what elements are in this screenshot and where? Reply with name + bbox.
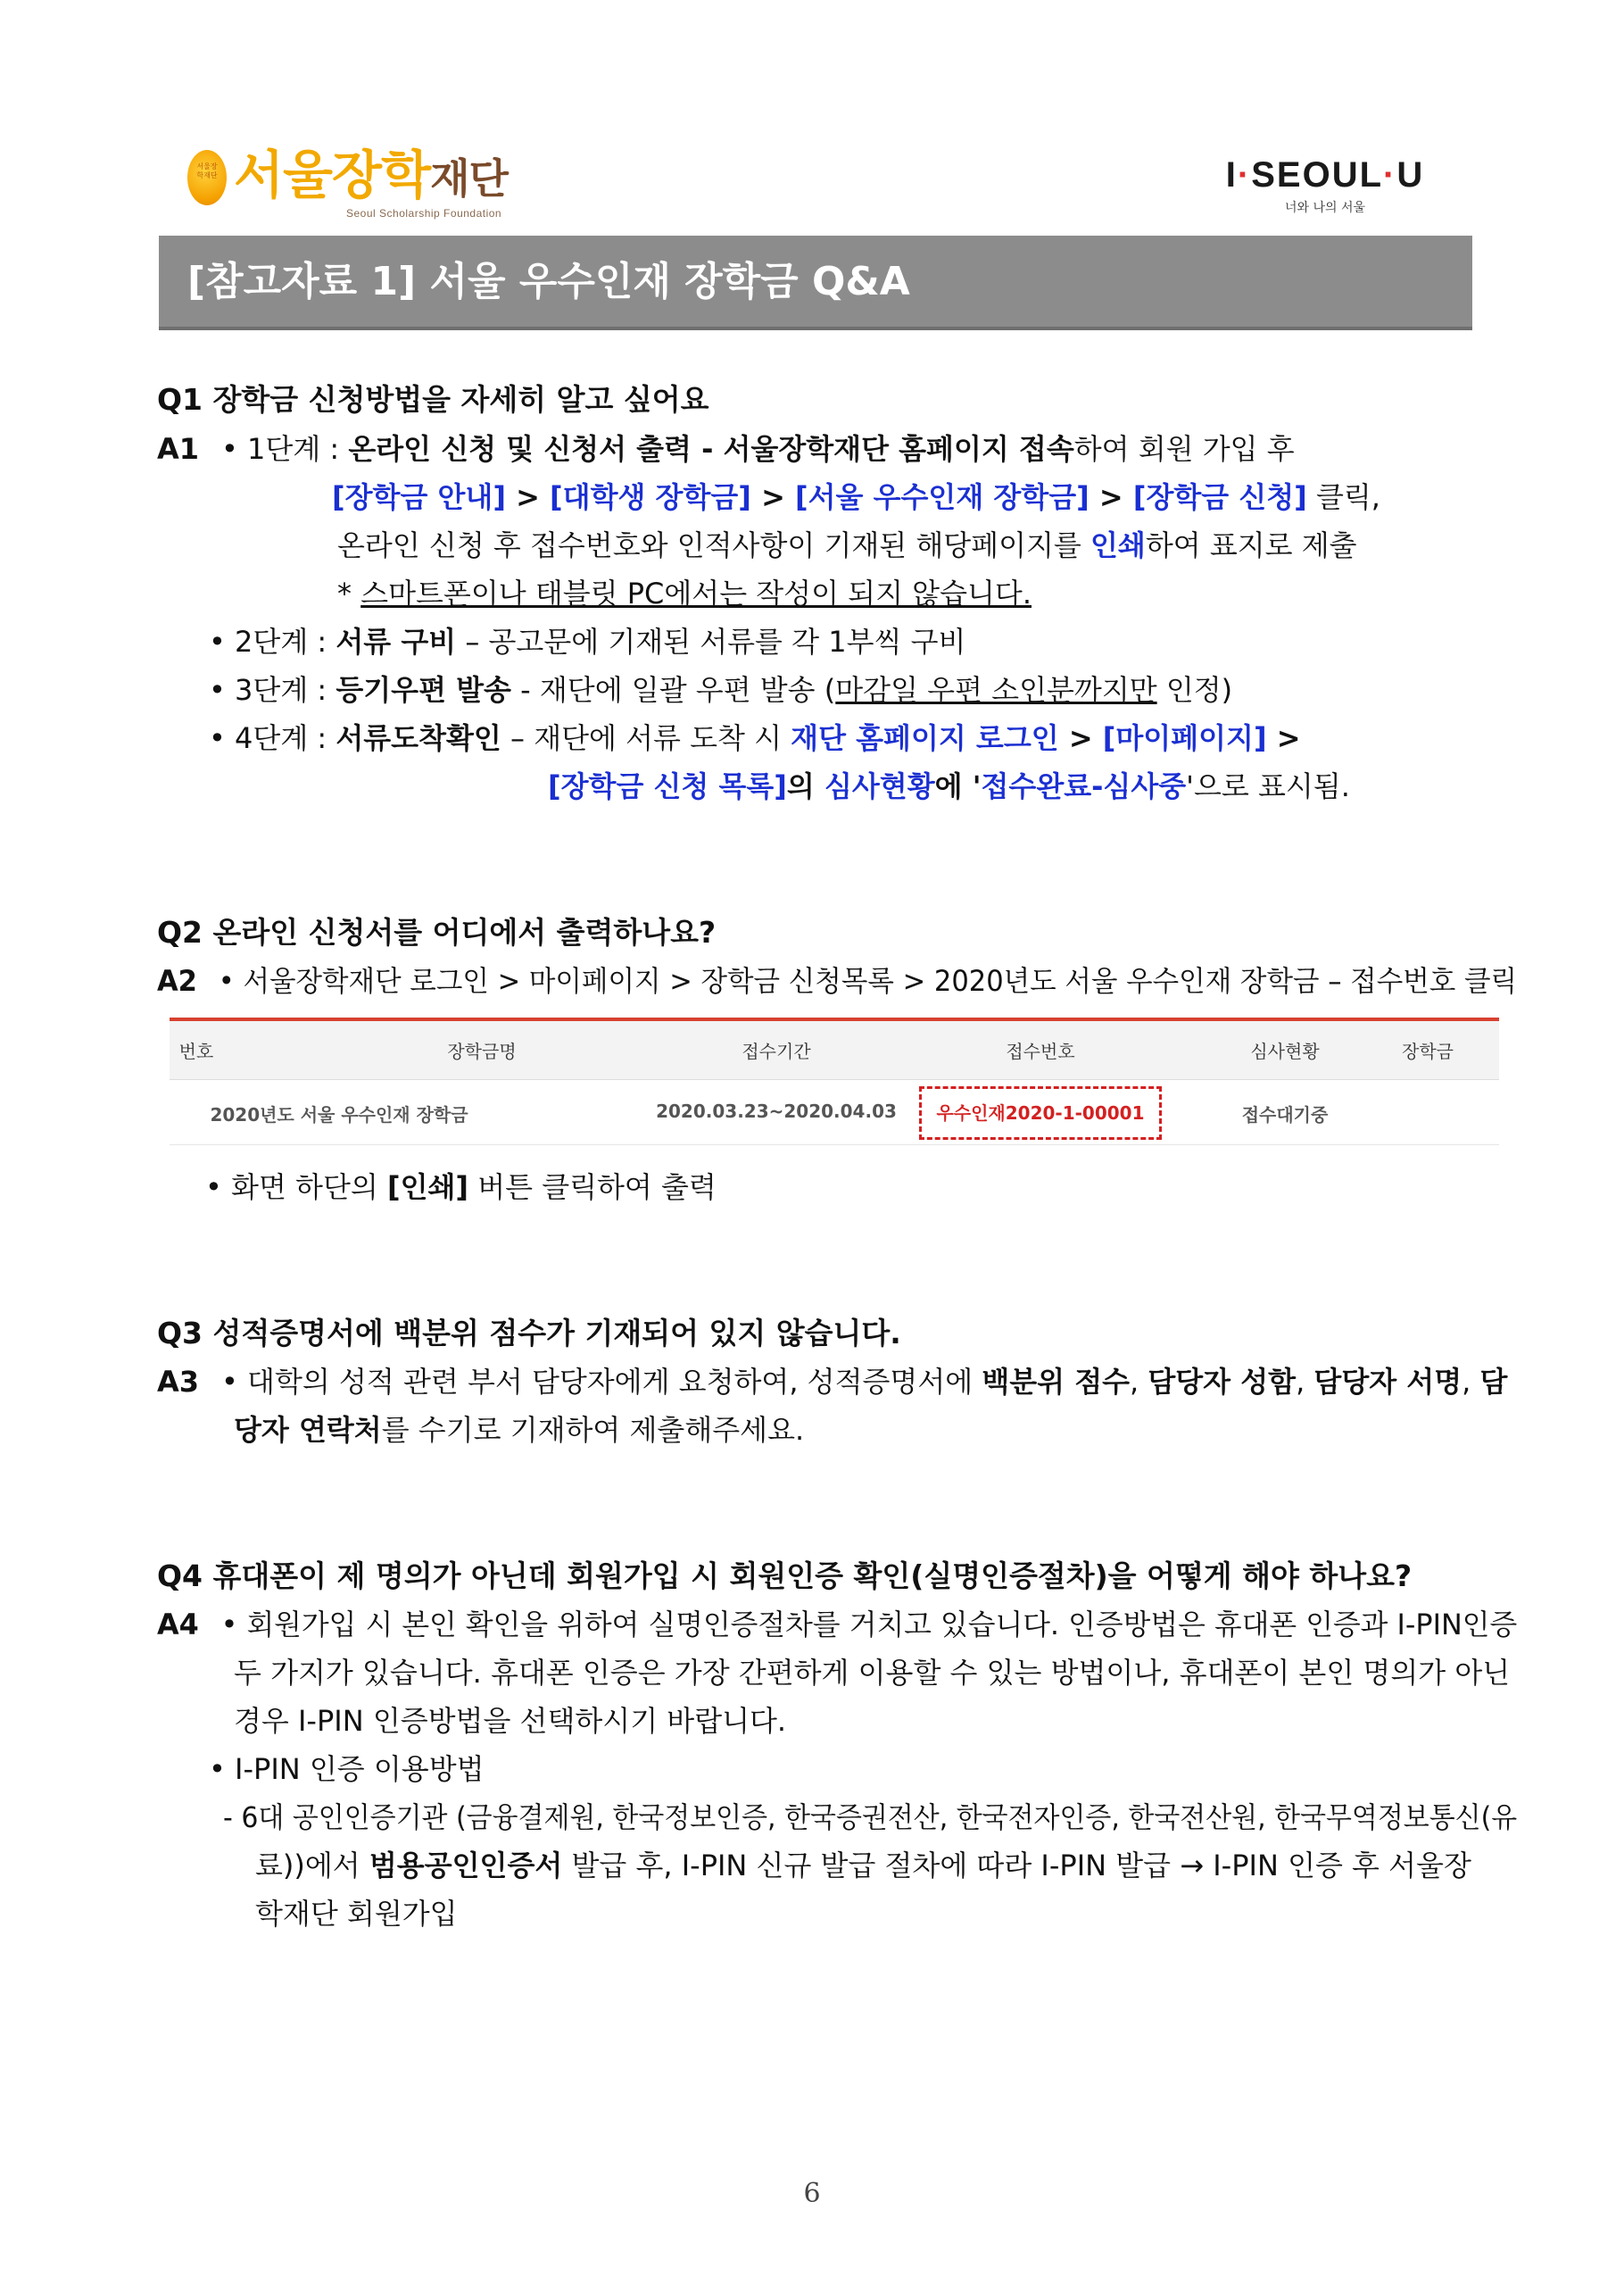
table-header-cell: 장학금명 <box>447 1041 517 1062</box>
a4-paragraph-line2: 두 가지가 있습니다. 휴대폰 인증은 가장 간편하게 이용할 수 있는 방법이나, 휴대폰이 본인 명의가 아닌 <box>234 1656 1511 1690</box>
q1-question: Q1 장학금 신청방법을 자세히 알고 싶어요 <box>157 382 709 417</box>
title-bar <box>159 236 1472 330</box>
a4-paragraph-line1: A4 • 회원가입 시 본인 확인을 위하여 실명인증절차를 거치고 있습니다. 인증방법은 휴대폰 인증과 I-PIN인증 <box>157 1605 1517 1644</box>
table-row <box>170 1081 1499 1145</box>
a1-menu-path: [장학금 안내] > [대학생 장학금] > [서울 우수인재 장학금] > [장학금 신청] 클릭, <box>332 480 1380 514</box>
q4-question: Q4 휴대폰이 제 명의가 아닌데 회원가입 시 회원인증 확인(실명인증절차)을 어떻게 해야 하나요? <box>157 1558 1413 1593</box>
seoul-scholarship-logo <box>187 143 526 232</box>
table-header-cell: 장학금 <box>1402 1041 1454 1062</box>
a4-label: A4 <box>157 1608 199 1641</box>
application-period-cell: 2020.03.23~2020.04.03 <box>656 1101 897 1122</box>
a4-paragraph-line3: 경우 I-PIN 인증방법을 선택하시기 바랍니다. <box>234 1704 787 1738</box>
a1-label: A1 <box>157 432 200 466</box>
receipt-number-link[interactable]: 우수인재2020-1-00001 <box>919 1086 1162 1140</box>
a2-label: A2 <box>157 964 197 998</box>
table-header-cell: 접수기간 <box>742 1041 811 1062</box>
i-seoul-u-wordmark: I·SEOUL·U <box>1225 155 1425 195</box>
review-status-cell: 접수대기중 <box>1241 1104 1329 1126</box>
logo-emblem-icon: 서울장학재단 <box>187 150 227 205</box>
a4-ipin-detail-line2: 료))에서 범용공인인증서 발급 후, I-PIN 신규 발급 절차에 따라 I-PIN 발급 → I-PIN 인증 후 서울장 <box>255 1849 1471 1882</box>
page-number: 6 <box>803 2178 821 2209</box>
table-header-cell: 번호 <box>178 1041 214 1062</box>
q2-question: Q2 온라인 신청서를 어디에서 출력하나요? <box>157 915 717 950</box>
a3-answer-line1: A3 • 대학의 성적 관련 부서 담당자에게 요청하여, 성적증명서에 백분위 점수, 담당자 성함, 담당자 서명, 담 <box>157 1362 1507 1401</box>
a1-step1: A1 • 1단계 : 온라인 신청 및 신청서 출력 - 서울장학재단 홈페이지 접속하여 회원 가입 후 <box>157 429 1295 469</box>
a3-answer-line2: 당자 연락처를 수기로 기재하여 제출해주세요. <box>234 1413 805 1447</box>
q3-question: Q3 성적증명서에 백분위 점수가 기재되어 있지 않습니다. <box>157 1316 901 1350</box>
logo-wordmark: 서울장학재단 <box>234 145 508 205</box>
table-header-cell: 심사현황 <box>1250 1041 1320 1062</box>
a1-step4: • 4단계 : 서류도착확인 – 재단에 서류 도착 시 재단 홈페이지 로그인 > [마이페이지] > <box>209 721 1301 755</box>
scholarship-application-table <box>170 1018 1499 1146</box>
table-header-row <box>170 1021 1499 1080</box>
a1-print-instruction: 온라인 신청 후 접수번호와 인적사항이 기재된 해당페이지를 인쇄하여 표지로 제출 <box>337 528 1357 562</box>
a2-answer: A2 • 서울장학재단 로그인 > 마이페이지 > 장학금 신청목록 > 2020년도 서울 우수인재 장학금 – 접수번호 클릭 <box>157 961 1517 1001</box>
a4-ipin-subtitle: • I-PIN 인증 이용방법 <box>209 1752 485 1786</box>
a4-ipin-detail-line3: 학재단 회원가입 <box>255 1897 458 1931</box>
a1-step3: • 3단계 : 등기우편 발송 - 재단에 일괄 우편 발송 (마감일 우편 소인분까지만 인정) <box>209 673 1233 707</box>
i-seoul-u-logo <box>1214 154 1437 225</box>
table-header-cell: 접수번호 <box>1006 1041 1075 1062</box>
a4-ipin-detail-line1: - 6대 공인인증기관 (금융결제원, 한국정보인증, 한국증권전산, 한국전자인증, 한국전산원, 한국무역정보통신(유 <box>223 1800 1518 1834</box>
scholarship-name-cell: 2020년도 서울 우수인재 장학금 <box>210 1104 468 1126</box>
a2-print-note: • 화면 하단의 [인쇄] 버튼 클릭하여 출력 <box>205 1170 717 1204</box>
a1-step2: • 2단계 : 서류 구비 – 공고문에 기재된 서류를 각 1부씩 구비 <box>209 625 966 659</box>
a3-label: A3 <box>157 1365 200 1399</box>
a1-step4-continued: [장학금 신청 목록]의 심사현황에 '접수완료-심사중'으로 표시됨. <box>548 769 1350 803</box>
logo-subtitle: Seoul Scholarship Foundation <box>346 207 502 220</box>
page-title: [참고자료 1] 서울 우수인재 장학금 Q&A <box>187 259 910 304</box>
a1-note: * 스마트폰이나 태블릿 PC에서는 작성이 되지 않습니다. <box>337 577 1032 611</box>
i-seoul-u-tagline: 너와 나의 서울 <box>1284 201 1366 215</box>
